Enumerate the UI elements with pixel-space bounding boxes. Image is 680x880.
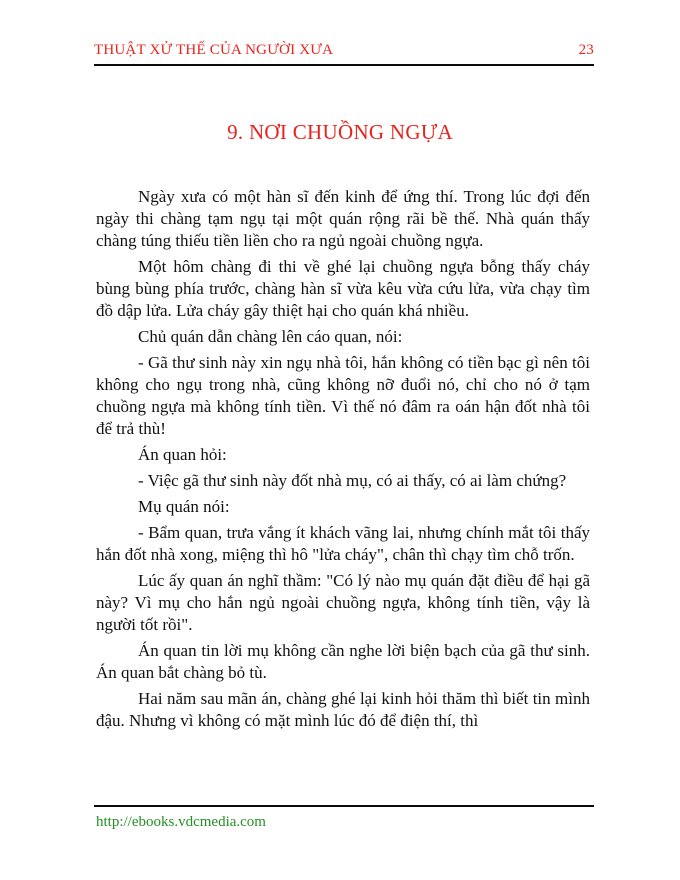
paragraph: Chủ quán dẫn chàng lên cáo quan, nói: bbox=[138, 327, 403, 346]
chapter-title: 9. NƠI CHUỒNG NGỰA bbox=[227, 120, 453, 144]
footer-divider bbox=[94, 805, 594, 807]
paragraph: Mụ quán nói: bbox=[138, 497, 230, 516]
paragraph: Hai năm sau mãn án, chàng ghé lại kinh hỏi thăm thì biết tin mình đậu. Nhưng vì không có mặt mình lúc đó để điện thí, thì bbox=[96, 689, 590, 730]
footer-url-link[interactable]: http://ebooks.vdcmedia.com bbox=[96, 814, 266, 830]
paragraph: Án quan hỏi: bbox=[138, 445, 227, 464]
paragraph: Lúc ấy quan án nghĩ thầm: "Có lý nào mụ quán đặt điều để hại gã này? Vì mụ cho hắn ngủ ngoài chuồng ngựa, không tính tiền, vậy là người tốt rồi". bbox=[96, 571, 590, 634]
chapter-body bbox=[96, 186, 590, 736]
paragraph: - Việc gã thư sinh này đốt nhà mụ, có ai thấy, có ai làm chứng? bbox=[138, 471, 567, 490]
paragraph: - Gã thư sinh này xin ngụ nhà tôi, hắn không có tiền bạc gì nên tôi không cho ngụ trong nhà, cũng không nỡ đuổi nó, chỉ cho nó ở tạm chuồng ngựa mà không tính tiền. Vì thế nó đâm ra oán hận đốt nhà tôi để trả thù! bbox=[96, 353, 590, 438]
paragraph: Ngày xưa có một hàn sĩ đến kinh để ứng thí. Trong lúc đợi đến ngày thi chàng tạm ngụ tại một quán rộng rãi bề thế. Nhà quán thấy chàng túng thiếu tiền liền cho ra ngủ ngoài chuồng ngựa. bbox=[96, 187, 590, 250]
paragraph: Một hôm chàng đi thi về ghé lại chuồng ngựa bỗng thấy cháy bùng bùng phía trước, chàng hàn sĩ vừa kêu vừa cứu lửa, vừa chạy tìm đồ dập lửa. Lửa cháy gây thiệt hại cho quán khá nhiều. bbox=[96, 257, 590, 320]
running-book-title: THUẬT XỬ THẾ CỦA NGƯỜI XƯA bbox=[94, 42, 334, 58]
page-number: 23 bbox=[578, 42, 594, 58]
paragraph: - Bẩm quan, trưa vắng ít khách vãng lai, nhưng chính mắt tôi thấy hắn đốt nhà xong, miệng thì hô "lửa cháy", chân thì chạy tìm chỗ trốn. bbox=[96, 523, 590, 564]
page-header bbox=[94, 42, 594, 66]
paragraph: Án quan tin lời mụ không cần nghe lời biện bạch của gã thư sinh. Án quan bắt chàng bỏ tù. bbox=[96, 641, 590, 682]
